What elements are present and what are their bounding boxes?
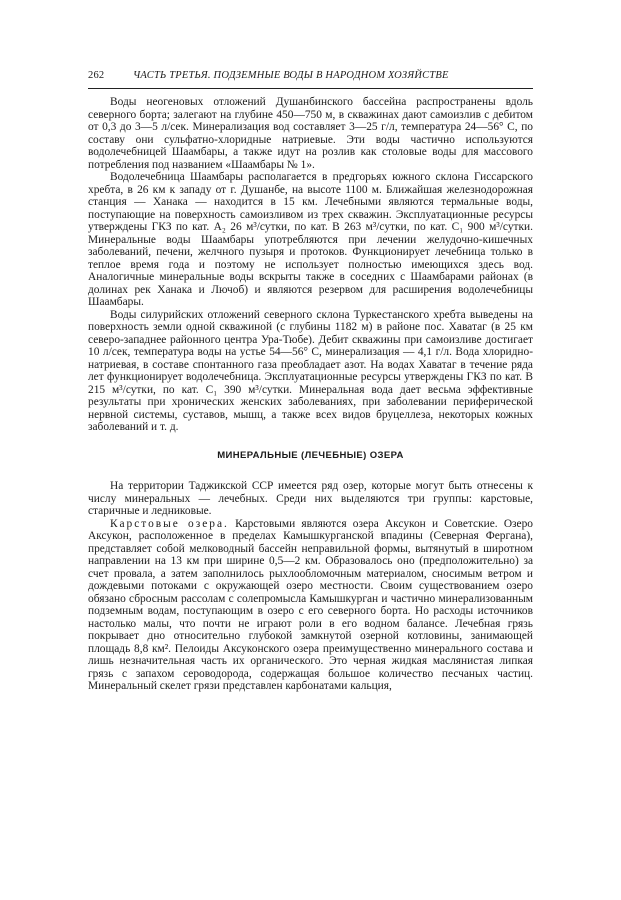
section-heading: МИНЕРАЛЬНЫЕ (ЛЕЧЕБНЫЕ) ОЗЕРА	[217, 449, 404, 461]
header-rule	[88, 88, 533, 89]
paragraph-shaambary: Водолечебница Шаамбары располагается в предгорьях южного склона Гиссарского хребта, в 26 км к западу от г. Душанбе, на высоте 1100 м. Ближайшая железнодорожная станция — Ханака — находится в 15 км. Лечебными являются термальные воды, поступающие на поверхность самоизливом из трех скважин. Эксплуатационные ресурсы утверждены ГКЗ по кат. A₂ 26 м³/сутки, по кат. B 263 м³/сутки, по кат. C₁ 900 м³/сутки. Минеральные воды Шаамбары употребляются при лечении желудочно-кишечных заболеваний, печени, желчного пузыря и протоков. Функционирует лечебница только в теплое время года и поэтому не использует полностью имеющихся здесь вод. Аналогичные минеральные воды вскрыты также в соседних с Шаамбарами районах (в долинах рек Ханака и Лючоб) и являются резервом для расширения водолечебницы Шаамбары.	[88, 171, 533, 308]
karst-text: Карстовыми являются озера Аксукон и Советские. Озеро Аксукон, расположенное в пределах Камышкурганской впадины (Северная Фергана), представляет собой мелководный бассейн неправильной формы, вытянутый в широтном направлении на 13 км при ширине 0,5—2 км. Образовалось оно (предположительно) за счет провала, а затем заполнилось рыхлообломочным материалом, сносимым ветром и дождевыми потоками с окружающей озеро местности. Своим существованием озеро обязано сбросным рассолам с солепромысла Камышкурган и частично минерализованным подземным водам, поступающим в озеро с его северного борта. Но расходы источников настолько малы, что почти не играют роли в его водном балансе. Лечебная грязь покрывает дно относительно глубокой замкнутой озерной котловины, занимающей площадь 8,8 км². Пелоиды Аксуконского озера преимущественно минерального состава и лишь незначительная часть их органического. Это черная жидкая маслянистая липкая грязь с запахом сероводорода, содержащая большое количество песчаных частиц. Минеральный скелет грязи представлен карбонатами кальция,	[88, 517, 533, 692]
karst-term: Карстовые озера.	[110, 517, 229, 530]
paragraph-karst-lakes	[88, 518, 533, 693]
body-text	[88, 96, 533, 693]
page-number: 262	[88, 70, 105, 81]
running-title: ЧАСТЬ ТРЕТЬЯ. ПОДЗЕМНЫЕ ВОДЫ В НАРОДНОМ ХОЗЯЙСТВЕ	[133, 70, 449, 81]
paragraph-neogene: Воды неогеновых отложений Душанбинского бассейна распространены вдоль северного борта; залегают на глубине 450—750 м, в скважинах дают самоизлив с дебитом от 0,3 до 3—5 л/сек. Минерализация вод составляет 3—25 г/л, температура 24—56° С, по составу они сульфатно-хлоридные натриевые. Эти воды частично используются водолечебницей Шаамбары, а также идут на розлив как столовые воды для массового потребления под названием «Шаамбары № 1».	[88, 96, 533, 171]
paragraph-lakes-intro: На территории Таджикской ССР имеется ряд озер, которые могут быть отнесены к числу минеральных — лечебных. Среди них выделяются три группы: карстовые, старичные и ледниковые.	[88, 480, 533, 517]
paragraph-silurian: Воды силурийских отложений северного склона Туркестанского хребта выведены на поверхность земли одной скважиной (с глубины 1182 м) в районе пос. Хаватаг (в 25 км северо-западнее районного центра Ура-Тюбе). Дебит скважины при самоизливе достигает 10 л/сек, температура воды на устье 54—56° С, минерализация — 4,1 г/л. Вода хлоридно-натриевая, в составе спонтанного газа преобладает азот. На водах Хаватаг в течение ряда лет функционирует водолечебница. Эксплуатационные ресурсы утверждены ГКЗ по кат. B 215 м³/сутки, по кат. C₁ 390 м³/сутки. Минеральная вода дает весьма эффективные результаты при хронических женских заболеваниях, при заболевании периферической нервной системы, суставов, мышц, а также всех видов бруцеллеза, некоторых кожных заболеваний и т. д.	[88, 308, 533, 433]
